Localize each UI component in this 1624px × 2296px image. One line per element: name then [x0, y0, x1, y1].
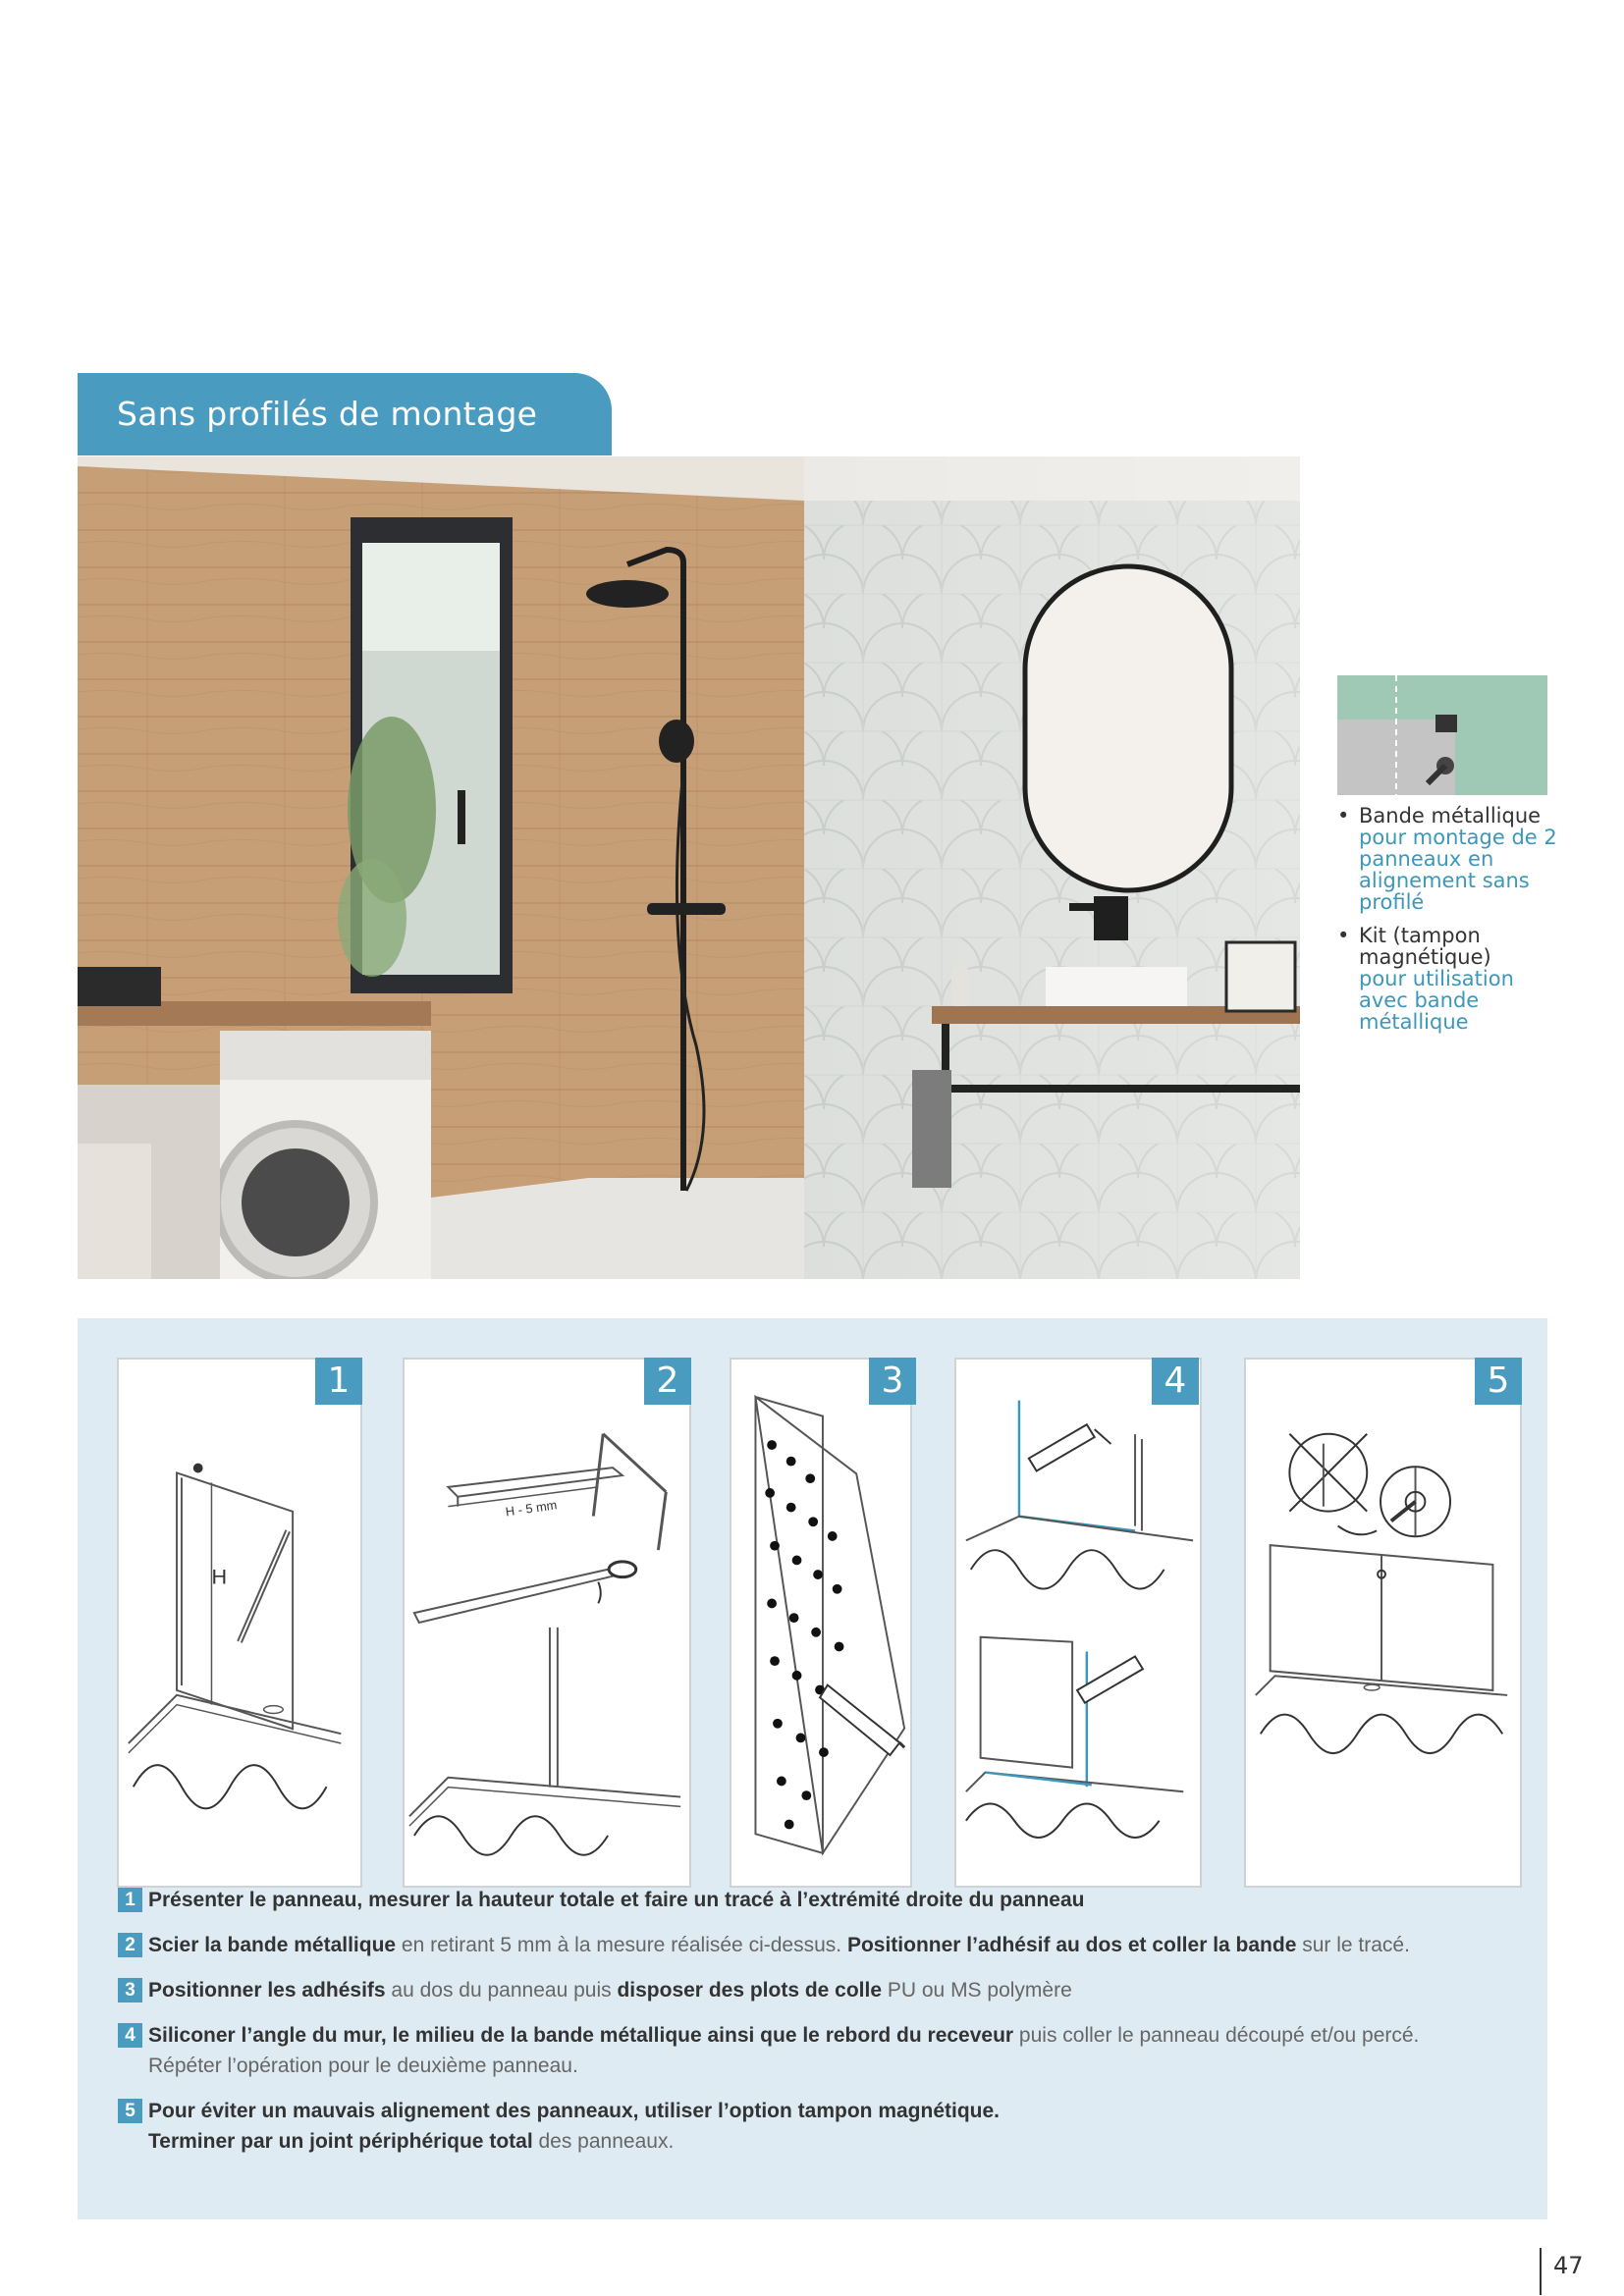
- bathroom-photo: [78, 456, 1300, 1279]
- feature-name: Bande métallique: [1359, 804, 1542, 828]
- instruction-text: sur le tracé.: [1296, 1934, 1410, 1956]
- instruction-item: [118, 1975, 1532, 2005]
- cut-length-label: H - 5 mm: [504, 1497, 559, 1520]
- instruction-item: [118, 2096, 1532, 2157]
- instruction-number-badge: 5: [118, 2099, 142, 2123]
- step-4-diagram: [954, 1358, 1202, 1888]
- step-2-diagram: [403, 1358, 691, 1888]
- instruction-text: PU ou MS polymère: [882, 1979, 1072, 2002]
- instruction-emphasis: disposer des plots de colle: [617, 1979, 883, 2002]
- feature-item: [1337, 925, 1563, 1033]
- step-number-badge: 1: [315, 1358, 362, 1405]
- instruction-item: [118, 2020, 1532, 2081]
- bullet: •: [1337, 804, 1350, 828]
- step-number-badge: 4: [1152, 1358, 1199, 1405]
- instruction-item: [118, 1885, 1532, 1915]
- instruction-text: Répéter l’opération pour le deuxième panneau.: [148, 2055, 578, 2077]
- feature-name: Kit (tampon magnétique): [1359, 924, 1491, 969]
- feature-list: [1337, 805, 1563, 1044]
- feature-description: pour montage de 2 panneaux en alignement sans profilé: [1359, 826, 1557, 914]
- step-number-badge: 2: [644, 1358, 691, 1405]
- magnetic-pad-illustration: [1246, 1360, 1520, 1886]
- section-title: Sans profilés de montage: [78, 373, 612, 455]
- instruction-text: au dos du panneau puis: [385, 1979, 618, 2002]
- feature-item: [1337, 805, 1563, 913]
- instruction-item: [118, 1930, 1532, 1960]
- instruction-number-badge: 3: [118, 1978, 142, 2002]
- cut-metal-strip-illustration: [405, 1360, 689, 1886]
- instruction-emphasis: Scier la bande métallique: [148, 1934, 397, 1956]
- instruction-emphasis: Siliconer l’angle du mur, le milieu de la bande métallique ainsi que le rebord du receveur: [148, 2024, 1014, 2047]
- glue-dots-illustration: [731, 1360, 910, 1886]
- bullet: •: [1337, 924, 1350, 947]
- instruction-list: [118, 1885, 1532, 2171]
- step-number-badge: 3: [869, 1358, 916, 1405]
- height-label: H: [211, 1564, 228, 1589]
- feature-description: pour utilisation avec bande métallique: [1359, 967, 1514, 1034]
- step-3-diagram: [730, 1358, 912, 1888]
- instruction-number-badge: 1: [118, 1888, 142, 1912]
- instruction-emphasis: Terminer par un joint périphérique total: [148, 2130, 533, 2153]
- step-1-diagram: [117, 1358, 362, 1888]
- instruction-emphasis: Pour éviter un mauvais alignement des panneaux, utiliser l’option tampon magnétique.: [148, 2100, 1000, 2122]
- step-number-badge: 5: [1475, 1358, 1522, 1405]
- measure-panel-illustration: [119, 1360, 360, 1886]
- instruction-emphasis: Positionner les adhésifs: [148, 1979, 386, 2002]
- instruction-emphasis: Positionner l’adhésif au dos et coller la bande: [846, 1934, 1297, 1956]
- instruction-text: puis coller le panneau découpé et/ou percé.: [1013, 2024, 1420, 2047]
- instruction-emphasis: Présenter le panneau, mesurer la hauteur totale et faire un tracé à l’extrémité droite du panneau: [148, 1889, 1085, 1911]
- metal-strip-detail-image: [1337, 675, 1547, 795]
- installation-steps-panel: [78, 1318, 1547, 2219]
- instruction-text: en retirant 5 mm à la mesure réalisée ci-dessus.: [396, 1934, 847, 1956]
- silicone-application-illustration: [956, 1360, 1200, 1886]
- instruction-number-badge: 4: [118, 2023, 142, 2048]
- page-number: 47: [1540, 2248, 1584, 2295]
- instruction-text: des panneaux.: [532, 2130, 675, 2153]
- step-5-diagram: [1244, 1358, 1522, 1888]
- instruction-number-badge: 2: [118, 1933, 142, 1957]
